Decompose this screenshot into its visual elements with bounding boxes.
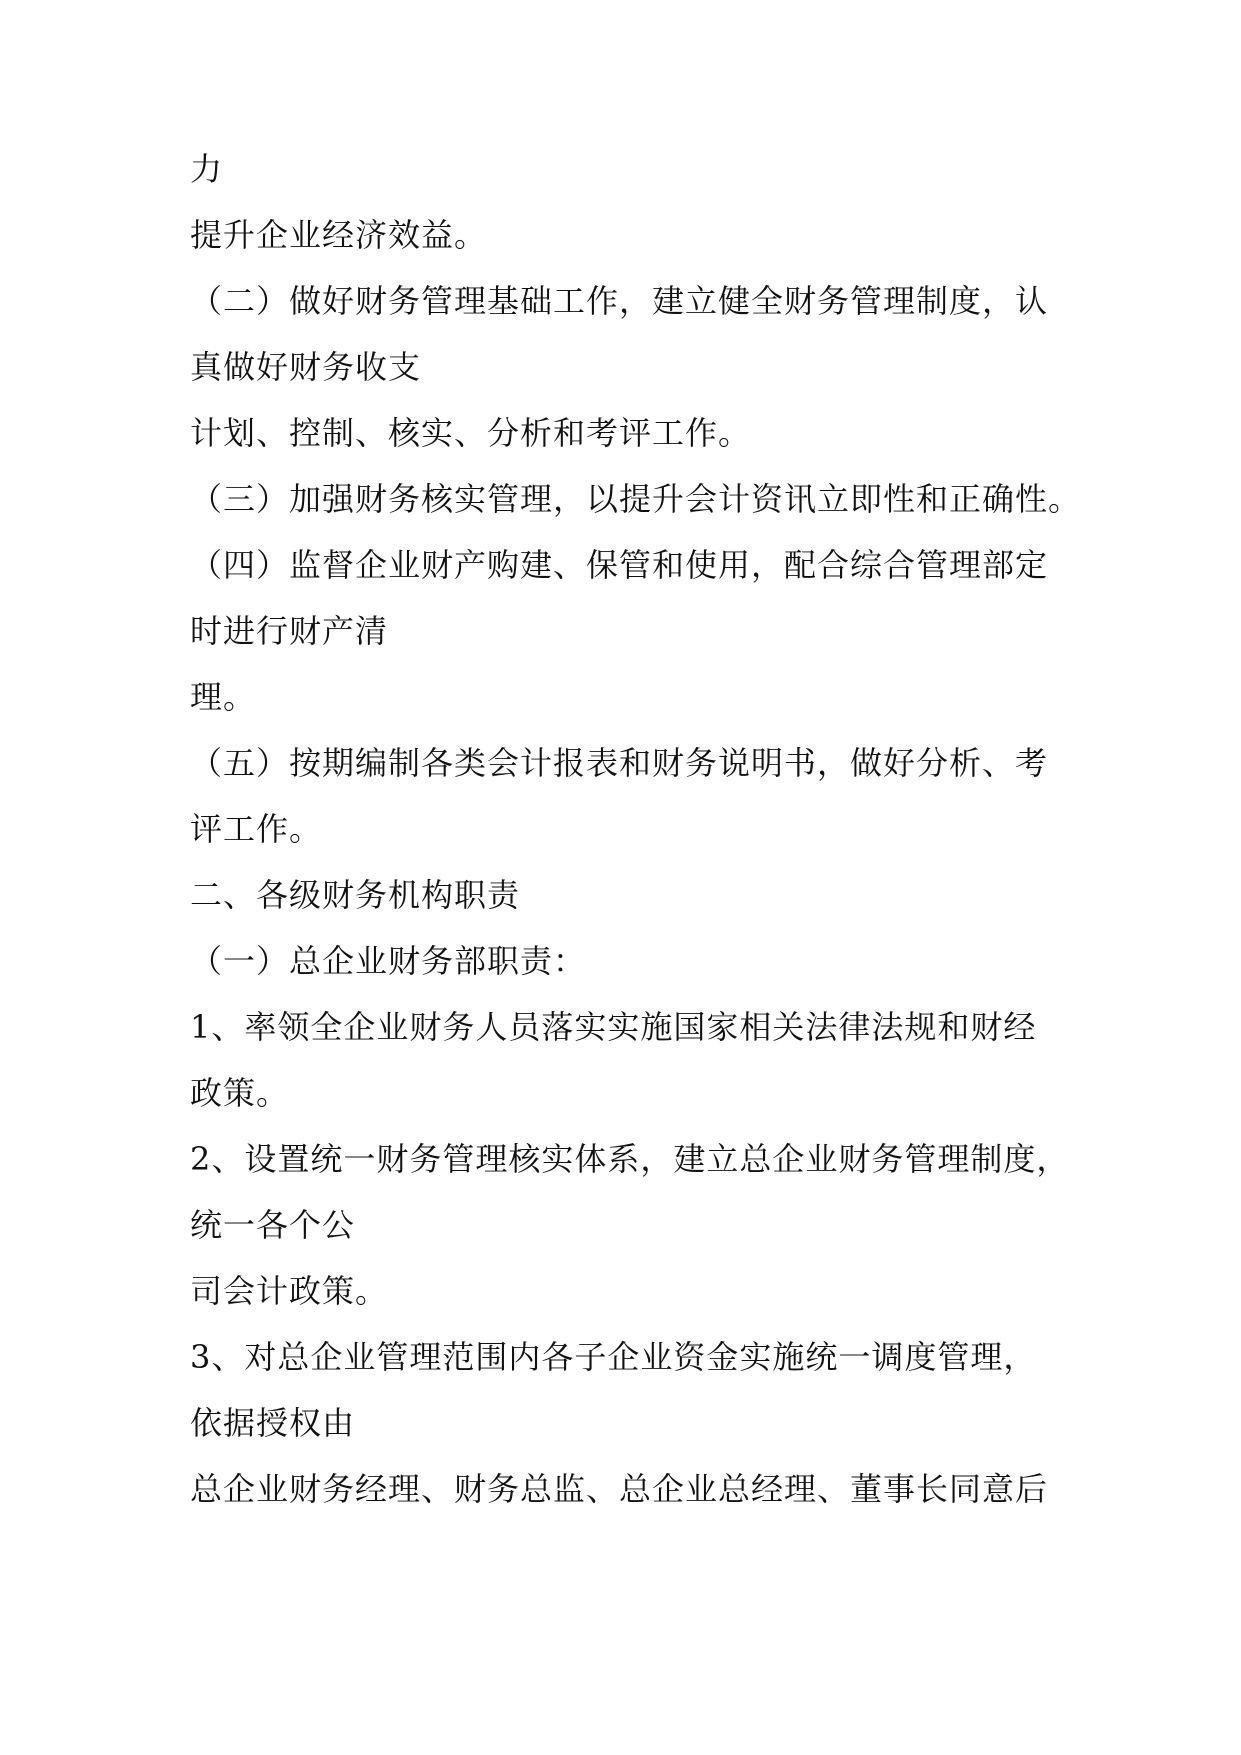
text-line: 统一各个公 [190, 1206, 356, 1244]
text-line: 司会计政策。 [190, 1272, 389, 1310]
text-line: （四）监督企业财产购建、保管和使用，配合综合管理部定 [190, 546, 1049, 584]
text-line: （二）做好财务管理基础工作，建立健全财务管理制度，认 [190, 282, 1049, 320]
text-line: 提升企业经济效益。 [190, 216, 488, 254]
text-line: 真做好财务收支 [190, 348, 422, 386]
text-line: 力 [190, 150, 224, 188]
text-line: 理。 [190, 678, 257, 716]
text-line: 1、率领全企业财务人员落实实施国家相关法律法规和财经 [190, 1008, 1037, 1046]
text-line: （三）加强财务核实管理，以提升会计资讯立即性和正确性。 [190, 480, 1082, 518]
text-line: （五）按期编制各类会计报表和财务说明书，做好分析、考 [190, 744, 1049, 782]
text-line: 依据授权由 [190, 1404, 356, 1442]
section-heading: 二、各级财务机构职责 [190, 876, 521, 914]
document-body [190, 136, 1082, 1522]
text-line: 计划、控制、核实、分析和考评工作。 [190, 414, 752, 452]
text-line: 政策。 [190, 1074, 290, 1112]
text-line: 评工作。 [190, 810, 323, 848]
subsection-heading: （一）总企业财务部职责： [190, 942, 587, 980]
text-line: 总企业财务经理、财务总监、总企业总经理、董事长同意后 [190, 1470, 1049, 1508]
text-line: 2、设置统一财务管理核实体系，建立总企业财务管理制度， [190, 1140, 1070, 1178]
text-line: 时进行财产清 [190, 612, 389, 650]
text-line: 3、对总企业管理范围内各子企业资金实施统一调度管理， [190, 1338, 1037, 1376]
